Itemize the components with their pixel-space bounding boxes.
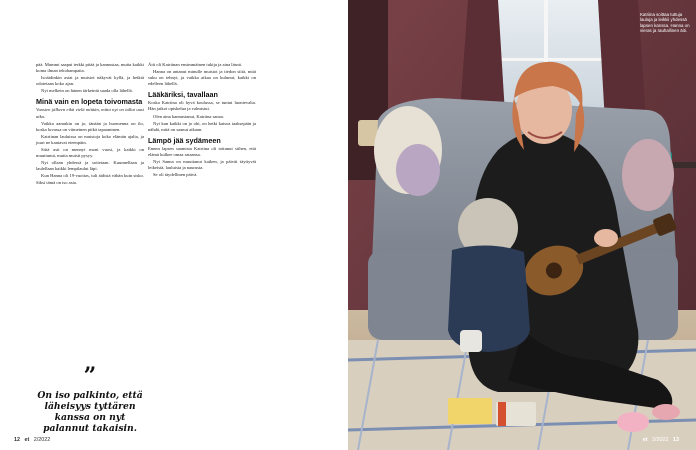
- magazine-name: et: [24, 437, 30, 443]
- photo-caption: Katriina soittaa tuttuja lauluja ja leikkii yhdessä lapsen kanssa. Hanna on vieras ja rauhallinen äiti.: [640, 12, 690, 34]
- body-paragraph: Vaikka aamukin on jo, tänään ja huomenna on ilo, koska luvassa on viimeinen pitkä tapaaminen.: [36, 120, 144, 132]
- body-paragraph: Hanna on antanut minulle muistot ja tiedon siitä, mitä suku on tehnyt, ja vaikka aikaa on kulunut, kaikki on edelleen lähellä.: [148, 69, 256, 87]
- photo-woman-ukulele-child: [348, 0, 696, 450]
- text-column-1: [36, 62, 144, 362]
- issue-number: 2/2022: [33, 437, 51, 443]
- quote-mark-icon: ”: [83, 363, 97, 389]
- pull-quote: [36, 363, 144, 434]
- magazine-name: et: [642, 437, 648, 443]
- text-column-2: [148, 62, 256, 179]
- body-paragraph: Koska Katriina oli hyvä koulussa, se tuntui luontevalta. Hän jatkoi opiskelua ja valmistui.: [148, 100, 256, 112]
- issue-number: 2/2022: [652, 437, 669, 443]
- subheading: Lämpö jää sydämeen: [148, 135, 221, 145]
- body-paragraph: Se oli täydellinen päivä.: [153, 172, 198, 178]
- body-paragraph: Nyt ollaan yhdessä ja soitetaan. Kuunnellaan ja laulellaan kaikki lempilaulut läpi.: [36, 160, 144, 172]
- body-paragraph: Isoäidinkin asiat ja muistot näkyvät kyllä, ja hetkiä odotetaan koko ajan.: [36, 75, 144, 87]
- lead-in-paragraph: Vuosien jälkeen eikä vielä mitään, mitta nyt on tullut uusi aika.: [36, 107, 144, 119]
- body-paragraph: pää. Mummi saapui terkki pitää ja kannustaa, mutta kaikki koma ilman tekohampaita.: [36, 62, 144, 74]
- body-paragraph: Siitä asti on mennyt moni vuosi, ja kaikki on muuttunut, mutta muisti pysyy.: [36, 147, 144, 159]
- body-paragraph: Katriinan lauluissa on muistoja koko elämän ajalta, ja juuri ne kantavat eteenpäin.: [36, 133, 144, 145]
- body-paragraph: Nyt kun kaikki on jo ohi, on hetki katsoa taaksepäin ja nähdä, mitä on saanut aikaan.: [148, 120, 256, 132]
- body-paragraph: Nyt Sanna on muuttanut kaiken, ja päivät täyttyvät leikeistä, lauluista ja naurusta.: [148, 159, 256, 171]
- page-folio-left: [14, 437, 50, 443]
- page-number: 13: [673, 437, 679, 443]
- body-paragraph: Kun Hanna oli 19-vuotias, tuli äidistä vähän kuin sisko. Siksi tämä on iso asia.: [36, 173, 144, 185]
- subheading: Minä vain en lopeta toivomasta: [36, 97, 143, 107]
- right-page: [348, 0, 696, 450]
- page-folio-right: [643, 437, 682, 443]
- body-paragraph: Nyt melkein on hänen tärkeintä saada olla lähellä.: [41, 88, 133, 94]
- page-number: 12: [14, 437, 20, 443]
- body-paragraph: Olen aina kannustanut, Katriina sanoo.: [153, 113, 225, 119]
- body-paragraph: Äiti oli Katriinan ensimmäinen tukija ja aina läsnä.: [148, 62, 242, 67]
- subheading: Lääkäriksi, tavallaan: [148, 90, 218, 100]
- pull-quote-text: On iso palkinto, että läheisyys tyttären kanssa on nyt palannut takaisin.: [37, 390, 143, 434]
- body-paragraph: Ennen lapsen saamista Katriina oli tottunut siihen, että elämä kulkee omaa rataansa.: [148, 145, 256, 157]
